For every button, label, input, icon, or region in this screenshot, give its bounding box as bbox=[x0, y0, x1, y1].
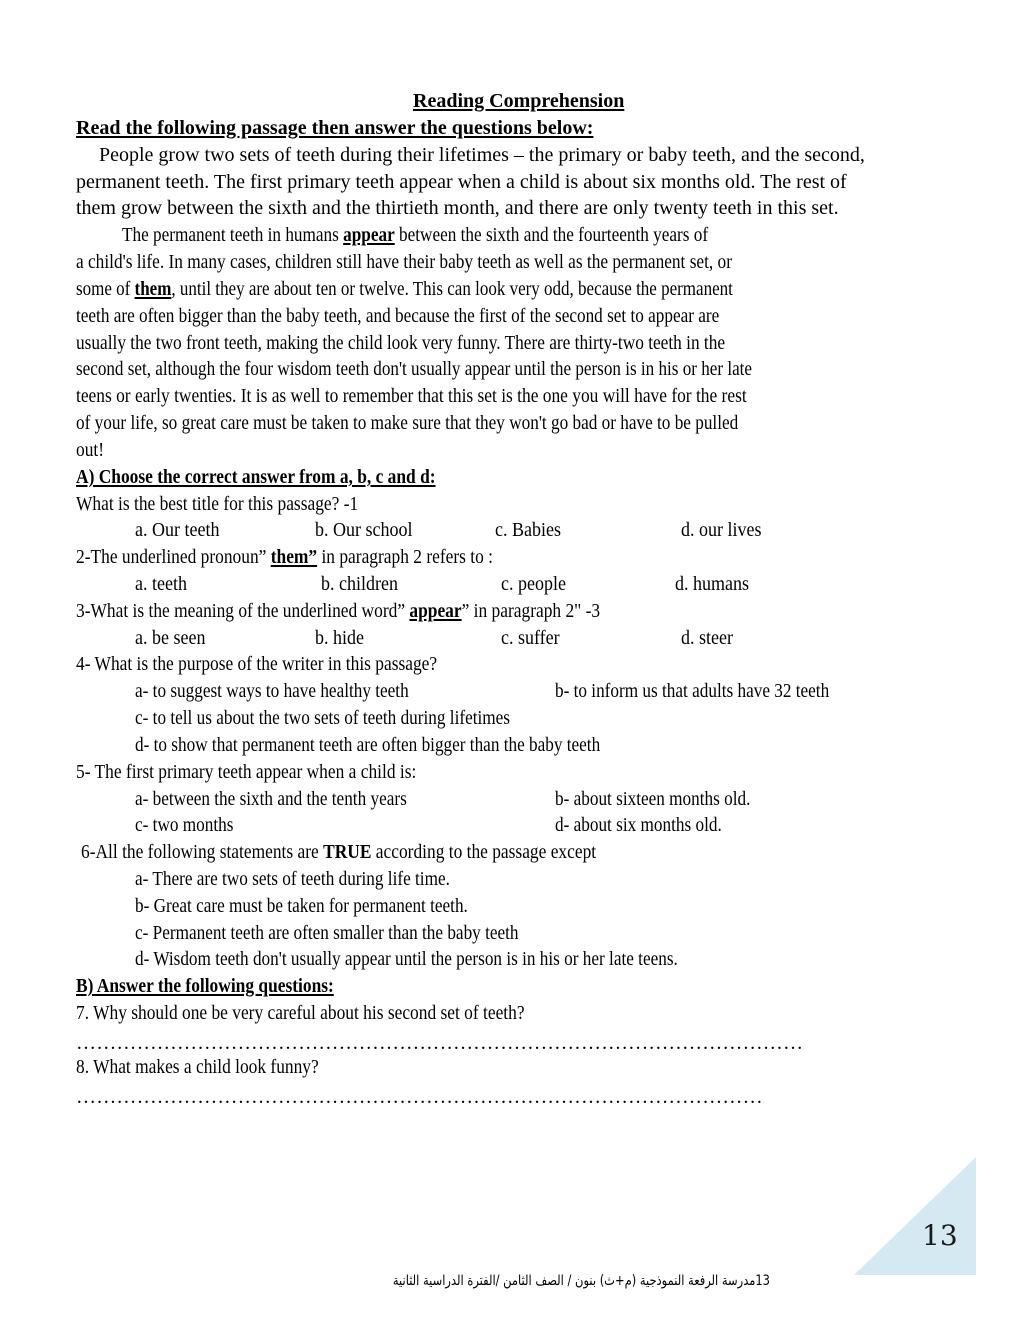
passage-line bbox=[122, 223, 708, 247]
question-5: 5- The first primary teeth appear when a child is: bbox=[76, 761, 417, 783]
q1-option-b[interactable]: b. Our school bbox=[315, 519, 413, 541]
instruction-heading: Read the following passage then answer the questions below: bbox=[76, 117, 594, 139]
q2-option-a[interactable]: a. teeth bbox=[135, 573, 187, 595]
q2-option-b[interactable]: b. children bbox=[321, 573, 398, 595]
q2-option-d[interactable]: d. humans bbox=[675, 573, 749, 595]
q5-option-d[interactable]: d- about six months old. bbox=[555, 814, 722, 836]
passage-line: permanent teeth. The first primary teeth appear when a child is about six months old. The rest of bbox=[76, 171, 847, 193]
footer-school-info: 13مدرسة الرفعة النموذجية (م+ث) بنون / الصف الثامن /الفترة الدراسية الثانية bbox=[392, 1273, 770, 1289]
q6-option-c[interactable]: c- Permanent teeth are often smaller than the baby teeth bbox=[135, 922, 519, 944]
q1-option-c[interactable]: c. Babies bbox=[495, 519, 561, 541]
q5-option-b[interactable]: b- about sixteen months old. bbox=[555, 788, 751, 810]
question-6 bbox=[81, 840, 596, 864]
passage-line: People grow two sets of teeth during their lifetimes – the primary or baby teeth, and the second, bbox=[99, 144, 865, 166]
question-text: ” in paragraph 2" -3 bbox=[461, 600, 601, 622]
q6-option-d[interactable]: d- Wisdom teeth don't usually appear until the person is in his or her late teens. bbox=[135, 948, 678, 970]
passage-text: The permanent teeth in humans bbox=[122, 224, 344, 246]
question-text: 3-What is the meaning of the underlined word” bbox=[76, 600, 410, 622]
q3-option-c[interactable]: c. suffer bbox=[501, 627, 560, 649]
passage-line: of your life, so great care must be taken to make sure that they won't go bad or have to be pulled bbox=[76, 412, 739, 434]
passage-text: between the sixth and the fourteenth years of bbox=[394, 224, 709, 246]
passage-line: second set, although the four wisdom teeth don't usually appear until the person is in his or her late bbox=[76, 358, 753, 380]
q3-option-d[interactable]: d. steer bbox=[681, 627, 733, 649]
underlined-word-appear: appear bbox=[343, 224, 395, 246]
page-number: 13 bbox=[922, 1219, 958, 1252]
q4-option-c[interactable]: c- to tell us about the two sets of teeth during lifetimes bbox=[135, 707, 510, 729]
passage-line: usually the two front teeth, making the child look very funny. There are thirty-two teeth in the bbox=[76, 332, 726, 354]
passage-line: out! bbox=[76, 439, 105, 461]
question-2 bbox=[76, 545, 493, 569]
q4-option-d[interactable]: d- to show that permanent teeth are often bigger than the baby teeth bbox=[135, 734, 601, 756]
q1-option-d[interactable]: d. our lives bbox=[681, 519, 762, 541]
question-text: in paragraph 2 refers to : bbox=[317, 546, 493, 568]
passage-text: some of bbox=[76, 278, 135, 300]
passage-line: them grow between the sixth and the thirtieth month, and there are only twenty teeth in this set. bbox=[76, 197, 839, 219]
underlined-word-them: them” bbox=[270, 546, 318, 568]
q6-option-b[interactable]: b- Great care must be taken for permanent teeth. bbox=[135, 895, 468, 917]
question-text: according to the passage except bbox=[371, 841, 597, 863]
underlined-word-appear: appear bbox=[409, 600, 462, 622]
passage-line: teens or early twenties. It is as well to remember that this set is the one you will have for the rest bbox=[76, 385, 747, 407]
q4-option-b[interactable]: b- to inform us that adults have 32 teeth bbox=[555, 680, 830, 702]
question-1: What is the best title for this passage? -1 bbox=[76, 493, 359, 515]
emphasis-true: TRUE bbox=[323, 841, 372, 863]
page-title: Reading Comprehension bbox=[413, 90, 625, 112]
passage-text: , until they are about ten or twelve. This can look very odd, because the permanent bbox=[171, 278, 733, 300]
passage-line: a child's life. In many cases, children still have their baby teeth as well as the permanent set, or bbox=[76, 251, 732, 273]
answer-line-8[interactable]: ………………………………………………………………………………………… bbox=[76, 1086, 763, 1108]
q3-option-b[interactable]: b. hide bbox=[315, 627, 364, 649]
question-text: 2-The underlined pronoun” bbox=[76, 546, 271, 568]
q5-option-c[interactable]: c- two months bbox=[135, 814, 234, 836]
q3-option-a[interactable]: a. be seen bbox=[135, 627, 206, 649]
q5-option-a[interactable]: a- between the sixth and the tenth years bbox=[135, 788, 407, 810]
passage-line bbox=[76, 277, 733, 301]
underlined-word-them: them bbox=[134, 278, 172, 300]
question-text: 6-All the following statements are bbox=[81, 841, 324, 863]
question-4: 4- What is the purpose of the writer in this passage? bbox=[76, 653, 438, 675]
question-3 bbox=[76, 599, 600, 623]
section-a-heading: A) Choose the correct answer from a, b, c and d: bbox=[76, 466, 436, 488]
q1-option-a[interactable]: a. Our teeth bbox=[135, 519, 220, 541]
q6-option-a[interactable]: a- There are two sets of teeth during life time. bbox=[135, 868, 450, 890]
passage-line: teeth are often bigger than the baby teeth, and because the first of the second set to appear are bbox=[76, 305, 720, 327]
question-8: 8. What makes a child look funny? bbox=[76, 1056, 319, 1078]
section-b-heading: B) Answer the following questions: bbox=[76, 975, 334, 997]
q2-option-c[interactable]: c. people bbox=[501, 573, 566, 595]
answer-line-7[interactable]: ……………………………………………………………………………………………… bbox=[76, 1032, 804, 1054]
q4-option-a[interactable]: a- to suggest ways to have healthy teeth bbox=[135, 680, 409, 702]
page-corner-triangle bbox=[854, 1157, 976, 1275]
question-7: 7. Why should one be very careful about his second set of teeth? bbox=[76, 1002, 525, 1024]
